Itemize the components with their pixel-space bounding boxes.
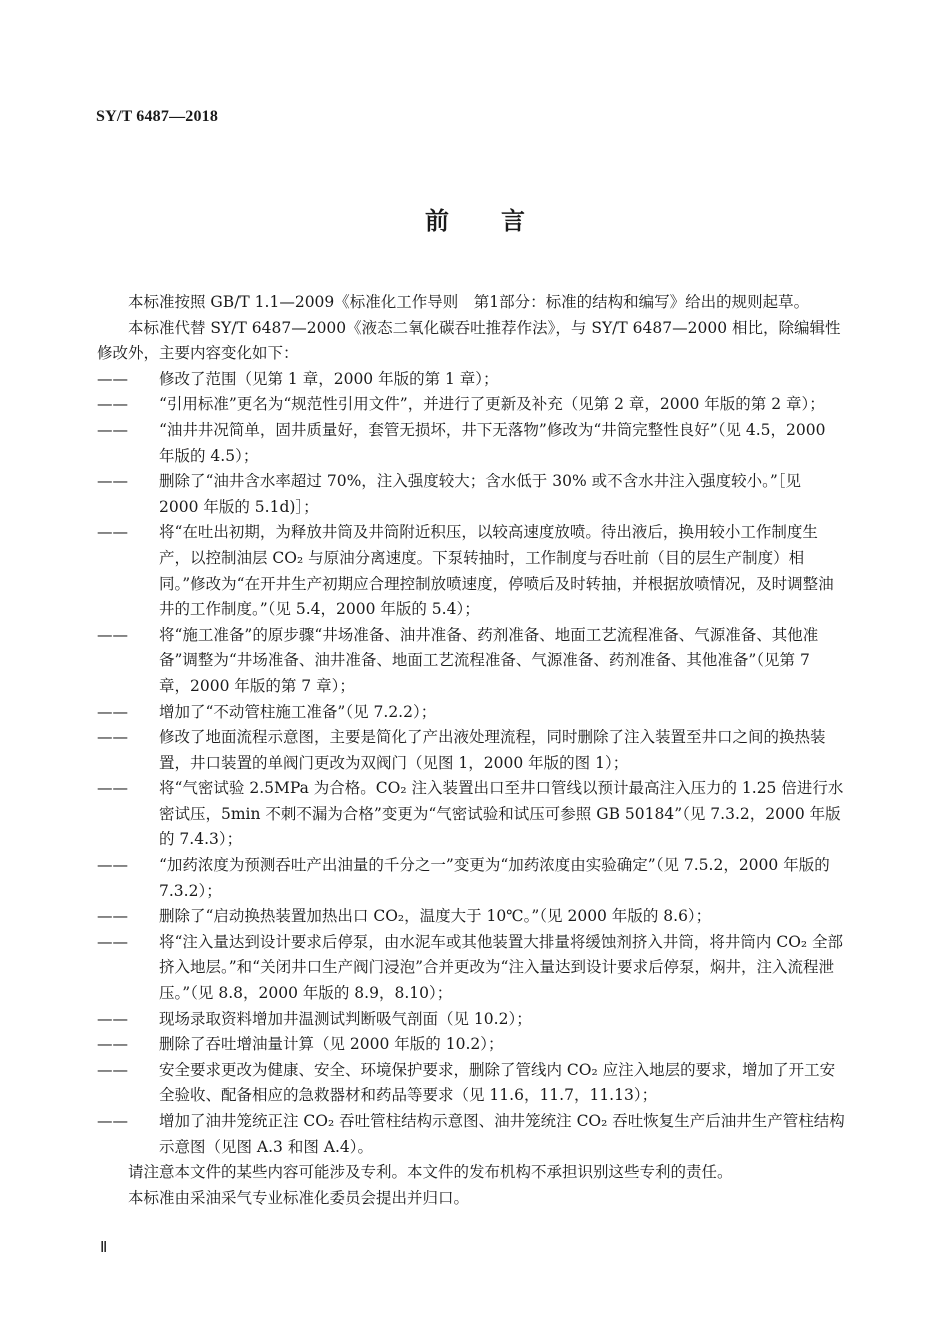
dash-mark: —— [97,420,128,439]
change-item [97,469,845,520]
change-item-text: “引用标准”更名为“规范性引用文件”，并进行了更新及补充（见第 2 章，2000 年版的第 2 章）； [159,395,825,414]
dash-mark: —— [97,1060,128,1079]
changes-list [97,367,845,1160]
standard-code: SY/T 6487—2018 [96,108,219,125]
change-item [97,623,845,700]
intro-paragraph: 本标准按照 GB/T 1.1—2009《标准化工作导则 第1部分：标准的结构和编写》给出的规则起草。 [128,293,810,311]
change-item-text: 将“在吐出初期，为释放井筒及井筒附近积压，以较高速度放喷。待出液后，换用较小工作制度生产，以控制油层 CO₂ 与原油分离速度。下泵转抽时，工作制度与吞吐前（目的层生产制度）相同。”修改为“在开井生产初期应合理控制放喷速度，停喷后及时转抽，并根据放喷情况，及时调整油井的工作制度。”（见 5.4，2000 年版的 5.4）； [159,523,834,619]
dash-mark: —— [97,779,128,798]
change-item [97,1058,845,1109]
dash-mark: —— [97,369,128,388]
change-item [97,392,845,418]
dash-mark: —— [97,1112,128,1130]
change-item-text: “油井井况简单，固井质量好，套管无损坏，井下无落物”修改为“井筒完整性良好”（见 4.5，2000 年版的 4.5）； [159,420,826,465]
change-item-text: 增加了油井笼统正注 CO₂ 吞吐管柱结构示意图、油井笼统注 CO₂ 吞吐恢复生产后油井生产管柱结构示意图（见图 A.3 和图 A.4）。 [159,1112,845,1156]
change-item [97,904,845,930]
dash-mark: —— [97,1035,128,1054]
change-item [97,1032,845,1058]
change-item-text: 删除了吞吐增油量计算（见 2000 年版的 10.2）； [159,1035,504,1054]
change-item-text: 修改了地面流程示意图，主要是简化了产出液处理流程，同时删除了注入装置至井口之间的换热装置，井口装置的单阀门更改为双阀门（见图 1，2000 年版的图 1）； [159,728,826,772]
change-item [97,930,845,1007]
dash-mark: —— [97,472,128,491]
change-item [97,520,845,622]
change-item [97,776,845,853]
change-item [97,418,845,469]
dash-mark: —— [97,856,128,875]
change-item [97,1109,845,1160]
change-item [97,1007,845,1033]
page-number: Ⅱ [100,1240,108,1256]
closing-paragraph: 本标准由采油采气专业标准化委员会提出并归口。 [128,1188,470,1207]
dash-mark: —— [97,728,128,747]
change-item-text: 现场录取资料增加井温测试判断吸气剖面（见 10.2）； [159,1009,532,1028]
change-item-text: “加药浓度为预测吞吐产出油量的千分之一”变更为“加药浓度由实验确定”（见 7.5.2，2000 年版的 7.3.2）； [159,856,830,900]
dash-mark: —— [97,523,128,542]
dash-mark: —— [97,932,128,951]
change-item-text: 将“注入量达到设计要求后停泵，由水泥车或其他装置大排量将缓蚀剂挤入井筒，将井筒内 CO₂ 全部挤入地层。”和“关闭井口生产阀门浸泡”合并更改为“注入量达到设计要求后停泵，焖井，注入流程泄压。”（见 8.8，2000 年版的 8.9，8.10）； [159,932,844,1003]
intro-paragraph: 本标准代替 SY/T 6487—2000《液态二氧化碳吞吐推荐作法》，与 SY/T 6487—2000 相比，除编辑性修改外，主要内容变化如下： [97,318,841,363]
dash-mark: —— [97,1009,128,1028]
change-item [97,367,845,393]
change-item [97,725,845,776]
change-item-text: 将“施工准备”的原步骤“井场准备、油井准备、药剂准备、地面工艺流程准备、气源准备、其他准备”调整为“井场准备、油井准备、地面工艺流程准备、气源准备、药剂准备、其他准备”（见第 7 章，2000 年版的第 7 章）； [159,625,819,695]
page-title [0,201,950,236]
change-item-text: 删除了“启动换热装置加热出口 CO₂，温度大于 10℃。”（见 2000 年版的 8.6）； [159,907,712,926]
change-item-text: 删除了“油井含水率超过 70%，注入强度较大；含水低于 30% 或不含水井注入强度较小。”［见 2000 年版的 5.1d)］； [159,472,802,516]
document-body [97,290,845,1211]
change-item-text: 安全要求更改为健康、安全、环境保护要求，删除了管线内 CO₂ 应注入地层的要求，增加了开工安全验收、配备相应的急救器材和药品等要求（见 11.6，11.7，11.13）； [159,1060,836,1105]
dash-mark: —— [97,907,128,926]
change-item-text: 将“气密试验 2.5MPa 为合格。CO₂ 注入装置出口至井口管线以预计最高注入压力的 1.25 倍进行水密试压，5min 不刺不漏为合格”变更为“气密试验和试压可参照 GB 50184”（见 7.3.2，2000 年版的 7.4.3）； [159,779,844,849]
dash-mark: —— [97,625,128,644]
change-item-text: 修改了范围（见第 1 章，2000 年版的第 1 章）； [159,369,499,388]
closing-paragraph: 请注意本文件的某些内容可能涉及专利。本文件的发布机构不承担识别这些专利的责任。 [128,1163,733,1182]
change-item-text: 增加了“不动管柱施工准备”（见 7.2.2）； [159,702,437,721]
change-item [97,853,845,904]
change-item [97,700,845,726]
dash-mark: —— [97,702,128,721]
dash-mark: —— [97,395,128,414]
page-title-text: 前言 [425,207,577,235]
